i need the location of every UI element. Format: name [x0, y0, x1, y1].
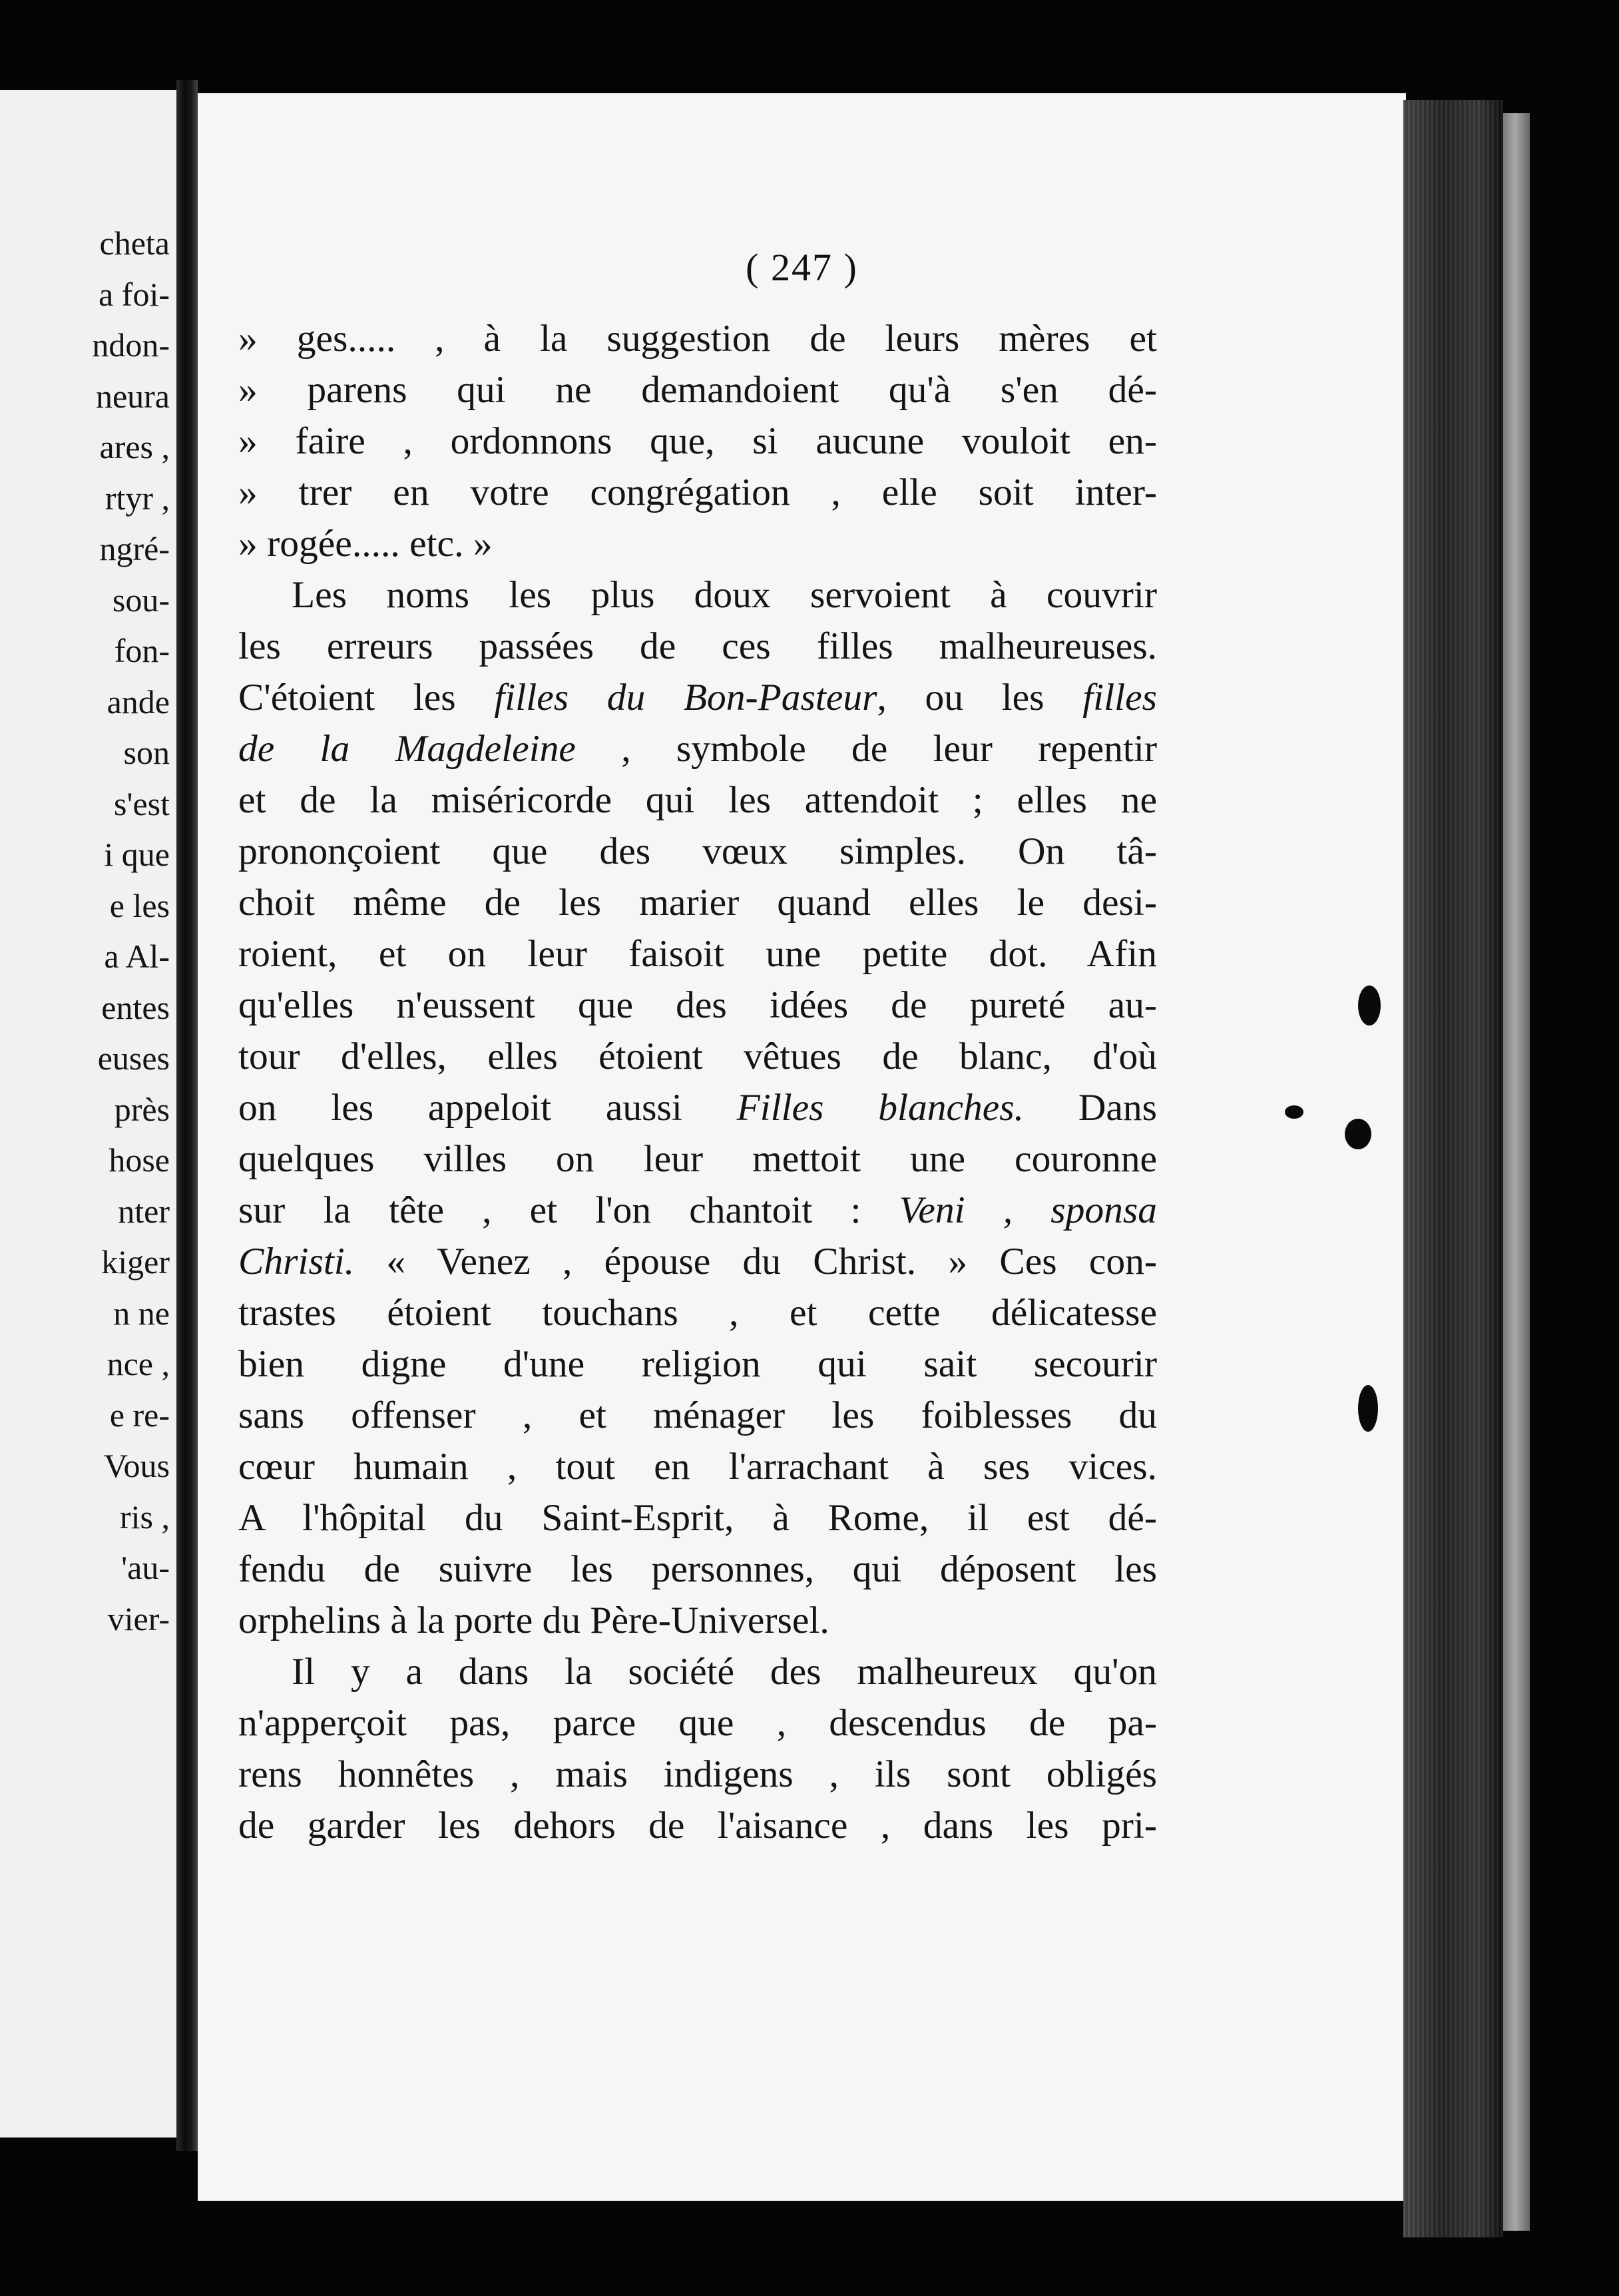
- left-page-line-fragment: entes: [101, 988, 170, 1026]
- left-page-line-fragment: cheta: [99, 224, 170, 262]
- text-line: Il y a dans la société des malheureux qu'on: [292, 1651, 1157, 1693]
- left-page-line-fragment: ngré-: [99, 530, 170, 567]
- text-line: » rogée..... etc. »: [238, 523, 493, 565]
- text-line: de garder les dehors de l'aisance , dans les pri-: [238, 1805, 1157, 1847]
- text-line: Les noms les plus doux servoient à couvrir: [292, 574, 1157, 616]
- italic-text: de la Magdeleine: [238, 728, 576, 770]
- left-page-line-fragment: a Al-: [104, 938, 170, 975]
- left-page-line-fragment: i que: [104, 836, 170, 873]
- left-page-line-fragment: ande: [107, 683, 170, 720]
- text-line: orphelins à la porte du Père-Universel.: [238, 1599, 829, 1641]
- left-page-line-fragment: rtyr ,: [105, 479, 170, 517]
- text-line: roient, et on leur faisoit une petite dot. Afin: [238, 933, 1157, 975]
- text-segment: , symbole de leur repentir: [575, 728, 1157, 770]
- text-line: tour d'elles, elles étoient vêtues de blanc, d'où: [238, 1035, 1157, 1077]
- text-line: trastes étoient touchans , et cette délicatesse: [238, 1292, 1157, 1334]
- ink-stain: [1358, 1385, 1378, 1432]
- text-line: bien digne d'une religion qui sait secourir: [238, 1343, 1157, 1385]
- left-page-line-fragment: e re-: [109, 1396, 170, 1434]
- text-segment: Dans: [1024, 1087, 1157, 1129]
- text-line: [238, 1082, 1157, 1133]
- previous-page-fragment: [0, 90, 176, 2138]
- text-line: » trer en votre congrégation , elle soit inter-: [238, 471, 1157, 513]
- text-line: choit même de les marier quand elles le desi-: [238, 882, 1157, 924]
- text-segment: sur la tête , et l'on chantoit :: [238, 1189, 899, 1231]
- text-line: les erreurs passées de ces filles malheureuses.: [238, 625, 1157, 667]
- left-page-line-fragment: fon-: [114, 632, 170, 669]
- text-line: qu'elles n'eussent que des idées de pureté au-: [238, 984, 1157, 1026]
- text-line: » ges..... , à la suggestion de leurs mères et: [238, 318, 1157, 360]
- page-number: ( 247 ): [746, 246, 858, 289]
- left-page-line-fragment: hose: [109, 1141, 170, 1179]
- text-line: [238, 1236, 1157, 1287]
- italic-text: Veni , sponsa: [899, 1189, 1158, 1231]
- left-page-line-fragment: ndon-: [92, 326, 170, 364]
- left-page-line-fragment: ris ,: [120, 1498, 170, 1536]
- left-page-line-fragment: s'est: [113, 784, 170, 822]
- text-segment: on les appeloit aussi: [238, 1087, 737, 1129]
- text-line: » faire , ordonnons que, si aucune vouloit en-: [238, 420, 1157, 462]
- ink-stain: [1285, 1105, 1303, 1119]
- italic-text: filles du Bon-Pasteur: [494, 677, 877, 718]
- ink-stain: [1358, 986, 1381, 1025]
- book-gutter: [176, 80, 198, 2151]
- text-segment: , ou les: [877, 677, 1083, 718]
- text-line: [238, 1185, 1157, 1236]
- text-line: fendu de suivre les personnes, qui déposent les: [238, 1548, 1157, 1590]
- page-stack-edge: [1503, 113, 1530, 2231]
- text-segment: C'étoient les: [238, 677, 495, 718]
- left-page-line-fragment: son: [123, 734, 170, 771]
- italic-text: filles: [1082, 677, 1158, 718]
- left-page-line-fragment: euses: [97, 1039, 170, 1077]
- left-page-line-fragment: vier-: [107, 1599, 170, 1637]
- text-line: cœur humain , tout en l'arrachant à ses vices.: [238, 1446, 1157, 1488]
- left-page-line-fragment: neura: [95, 377, 170, 415]
- text-line: » parens qui ne demandoient qu'à s'en dé-: [238, 369, 1157, 411]
- italic-text: Filles blanches.: [736, 1087, 1025, 1129]
- text-line: n'apperçoit pas, parce que , descendus de pa-: [238, 1702, 1157, 1744]
- left-page-line-fragment: e les: [109, 886, 170, 924]
- text-line: A l'hôpital du Saint-Esprit, à Rome, il est dé-: [238, 1497, 1157, 1539]
- left-page-line-fragment: près: [114, 1090, 170, 1128]
- left-page-line-fragment: nter: [118, 1192, 170, 1230]
- ink-stain: [1345, 1119, 1371, 1149]
- text-line: sans offenser , et ménager les foiblesses du: [238, 1394, 1157, 1436]
- left-page-line-fragment: Vous: [103, 1447, 170, 1484]
- text-line: prononçoient que des vœux simples. On tâ-: [238, 830, 1157, 872]
- left-page-line-fragment: ares ,: [99, 428, 170, 465]
- text-line: et de la miséricorde qui les attendoit ; elles ne: [238, 779, 1157, 821]
- text-segment: « Venez , épouse du Christ. » Ces con-: [354, 1241, 1157, 1283]
- italic-text: Christi.: [238, 1241, 355, 1283]
- left-page-line-fragment: kiger: [101, 1243, 170, 1281]
- page-body-text: [238, 313, 1157, 1851]
- text-line: rens honnêtes , mais indigens , ils sont obligés: [238, 1753, 1157, 1795]
- left-page-line-fragment: a foi-: [99, 275, 170, 313]
- text-line: [238, 723, 1157, 774]
- text-line: [238, 672, 1157, 723]
- left-page-line-fragment: n ne: [113, 1294, 170, 1332]
- left-page-line-fragment: 'au-: [121, 1549, 170, 1586]
- text-line: quelques villes on leur mettoit une couronne: [238, 1138, 1157, 1180]
- left-page-line-fragment: nce ,: [107, 1345, 170, 1382]
- book-binding-edge: [1403, 100, 1503, 2237]
- left-page-line-fragment: sou-: [112, 581, 170, 619]
